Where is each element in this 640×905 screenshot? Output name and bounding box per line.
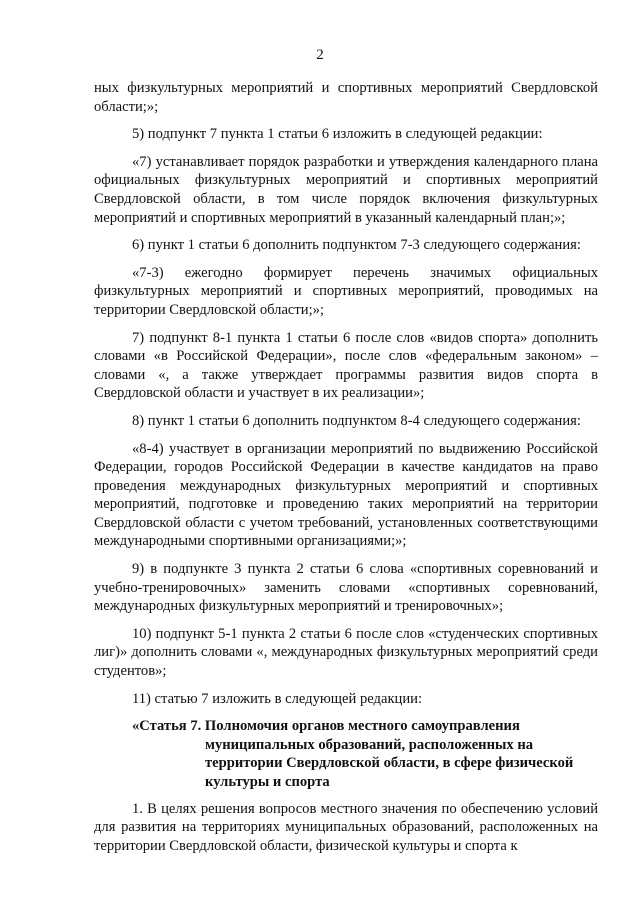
- paragraph-quote-7-3: «7-3) ежегодно формирует перечень значимых официальных физкультурных мероприятий и спортивных мероприятий, проводимых на территории Свердловской области;»;: [94, 264, 598, 318]
- article-heading-lead: «Статья 7. Полномочия органов местного самоуправления: [132, 718, 520, 735]
- paragraph-item-8: 8) пункт 1 статьи 6 дополнить подпунктом 8-4 следующего содержания:: [132, 412, 581, 429]
- paragraph-item-7: 7) подпункт 8-1 пункта 1 статьи 6 после слов «видов спорта» дополнить словами «в Российской Федерации», после слов «федеральным законом» – словами «, а также утверждает программы развития видов спорта в Свердловской области и участвует в их реализации»;: [94, 329, 598, 402]
- paragraph-item-9: 9) в подпункте 3 пункта 2 статьи 6 слова «спортивных соревнований и учебно-тренировочных» заменить словами «спортивных соревнований, международных физкультурных мероприятий и тренировочных»;: [94, 561, 598, 615]
- paragraph-quote-8-4: «8-4) участвует в организации мероприятий по выдвижению Российской Федерации, городов Российской Федерации в качестве кандидатов на право проведения международных физкультурных мероприятий и спортивных мероприятий, подготовке и проведению таких мероприятий на территории Свердловской области с учетом требований, установленных соответствующими международными спортивными организациями;»;: [94, 440, 598, 550]
- paragraph-continuation: ных физкультурных мероприятий и спортивных мероприятий Свердловской области;»;: [94, 80, 598, 115]
- paragraph-article-7-point-1: 1. В целях решения вопросов местного значения по обеспечению условий для развития на территориях муниципальных образований, расположенных на территории Свердловской области, физической культуры и спорта к: [94, 800, 598, 854]
- paragraph-item-11: 11) статью 7 изложить в следующей редакции:: [132, 690, 423, 707]
- page-number: 2: [316, 47, 324, 63]
- article-heading-continuation: муниципальных образований, расположенных на территории Свердловской области, в сфере физической культуры и спорта: [205, 736, 574, 790]
- paragraph-quote-7: «7) устанавливает порядок разработки и утверждения календарного плана официальных физкультурных мероприятий и спортивных мероприятий Свердловской области, в том числе порядок включения физкультурных мероприятий и спортивных мероприятий в указанный календарный план;»;: [94, 153, 598, 226]
- article-heading: [94, 717, 598, 791]
- paragraph-item-10: 10) подпункт 5-1 пункта 2 статьи 6 после слов «студенческих спортивных лиг)» дополнить словами «, международных физкультурных мероприятий среди студентов»;: [94, 625, 598, 680]
- paragraph-item-5: 5) подпункт 7 пункта 1 статьи 6 изложить в следующей редакции:: [132, 126, 543, 143]
- document-body: [94, 79, 598, 864]
- paragraph-item-6: 6) пункт 1 статьи 6 дополнить подпунктом 7-3 следующего содержания:: [132, 237, 581, 254]
